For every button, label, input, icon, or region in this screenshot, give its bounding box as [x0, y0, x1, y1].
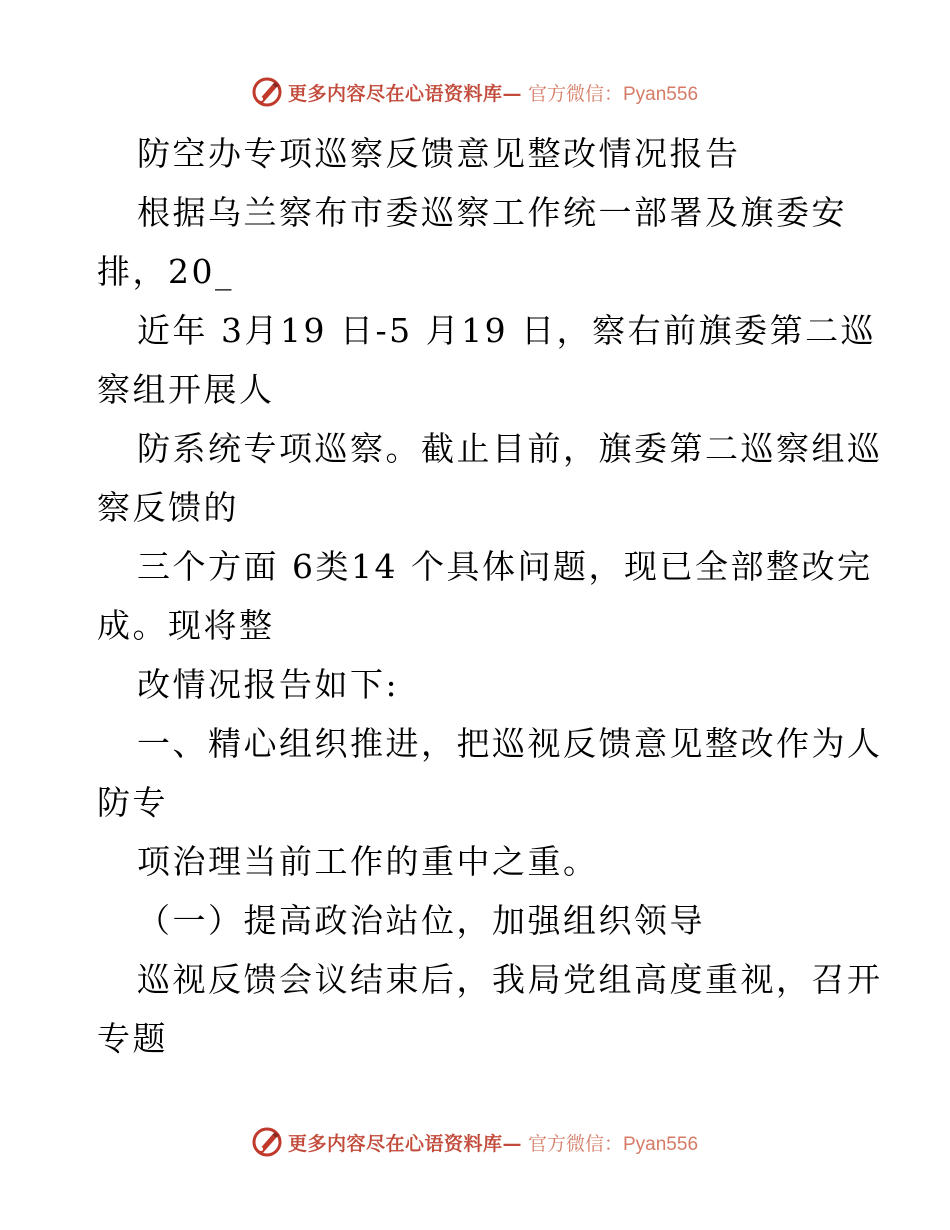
- text-line: 巡视反馈会议结束后，我局党组高度重视，召开: [137, 960, 883, 999]
- text-line: （一）提高政治站位，加强组织领导: [137, 901, 705, 940]
- pen-logo-icon: [252, 77, 282, 107]
- text-line: 一、精心组织推进，把巡视反馈意见整改作为人: [137, 724, 883, 763]
- text-line: 防系统专项巡察。截止目前，旗委第二巡察组巡: [137, 429, 883, 468]
- text-line: 改情况报告如下:: [137, 665, 400, 704]
- text-line: 三个方面 6类14 个具体问题，现已全部整改完: [137, 547, 873, 586]
- text-line: 近年 3月19 日-5 月19 日，察右前旗委第二巡: [137, 311, 877, 350]
- document-body: [97, 124, 883, 1068]
- text-line: 专题: [97, 1019, 168, 1058]
- text-line: 防空办专项巡察反馈意见整改情况报告: [137, 134, 741, 173]
- banner-contact: 官方微信：Pyan556: [528, 1133, 699, 1155]
- footer-banner: [0, 1122, 950, 1162]
- text-line: 防专: [97, 783, 168, 822]
- text-line: 成。现将整: [97, 606, 275, 645]
- banner-text: 更多内容尽在心语资料库—: [287, 82, 522, 105]
- text-line: 排，20_: [97, 252, 234, 291]
- text-line: 根据乌兰察布市委巡察工作统一部署及旗委安: [137, 193, 847, 232]
- text-line: 项治理当前工作的重中之重。: [137, 842, 599, 881]
- text-line: 察组开展人: [97, 370, 275, 409]
- text-line: 察反馈的: [97, 488, 239, 527]
- banner-text: 更多内容尽在心语资料库—: [287, 1132, 522, 1155]
- banner-contact: 官方微信：Pyan556: [528, 83, 699, 105]
- header-banner: [0, 72, 950, 112]
- pen-logo-icon: [252, 1127, 282, 1157]
